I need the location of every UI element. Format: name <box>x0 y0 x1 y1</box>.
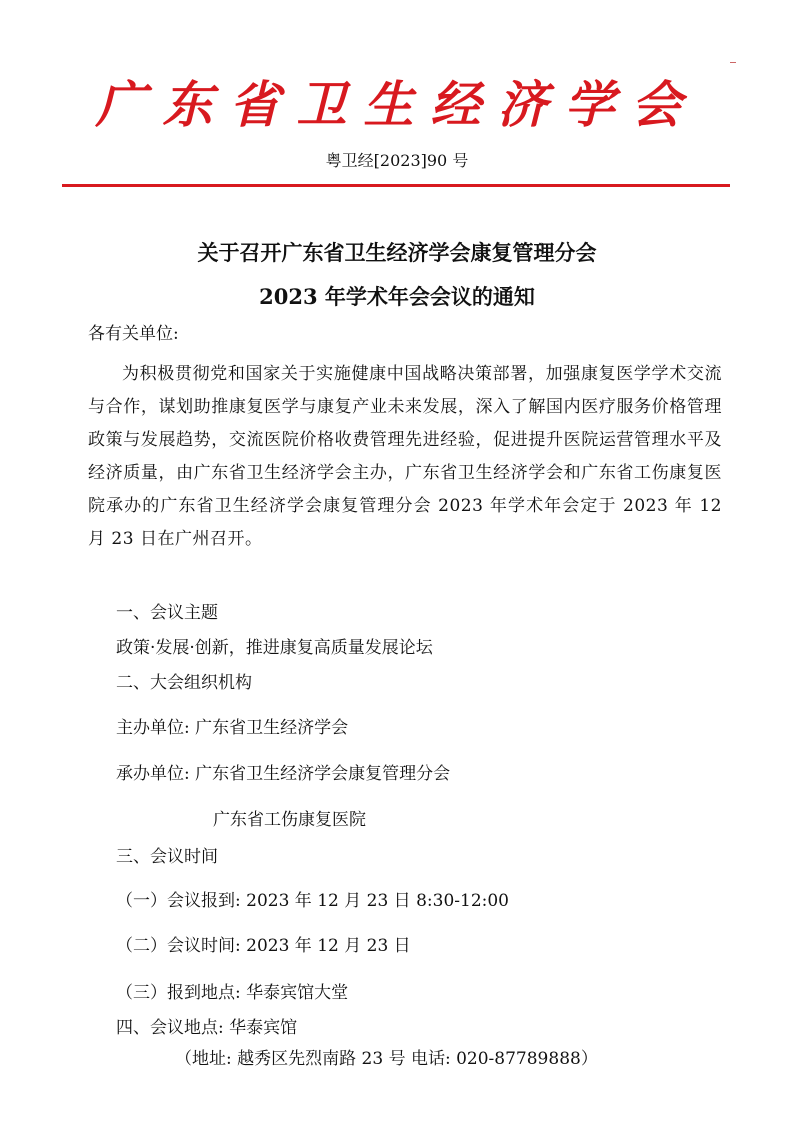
host-unit: 主办单位: 广东省卫生经济学会 <box>116 718 349 738</box>
section-1-content: 政策·发展·创新，推进康复高质量发展论坛 <box>116 638 433 658</box>
venue-address: （地址: 越秀区先烈南路 23 号 电话: 020-87789888） <box>175 1049 598 1069</box>
meeting-time: （二）会议时间: 2023 年 12 月 23 日 <box>116 936 411 956</box>
corner-mark <box>730 62 736 63</box>
organizer-unit-2: 广东省工伤康复医院 <box>213 810 366 830</box>
header-divider <box>62 184 730 187</box>
salutation: 各有关单位: <box>88 324 179 344</box>
organization-letterhead: 广东省卫生经济学会 <box>95 75 699 134</box>
section-1-heading: 一、会议主题 <box>116 603 218 623</box>
registration-time: （一）会议报到: 2023 年 12 月 23 日 8:30-12:00 <box>116 891 509 911</box>
organizer-unit: 承办单位: 广东省卫生经济学会康复管理分会 <box>116 764 451 784</box>
section-4-heading: 四、会议地点: 华泰宾馆 <box>116 1018 298 1038</box>
document-number: 粤卫经[2023]90 号 <box>325 151 469 170</box>
body-paragraph: 为积极贯彻党和国家关于实施健康中国战略决策部署，加强康复医学学术交流与合作，谋划助推康复医学与康复产业未来发展，深入了解国内医疗服务价格管理政策与发展趋势，交流医院价格收费管理先进经验，促进提升医院运营管理水平及经济质量，由广东省卫生经济学会主办，广东省卫生经济学会和广东省工伤康复医院承办的广东省卫生经济学会康复管理分会 2023 年学术年会定于 2023 年 12 月 23 日在广州召开。 <box>88 364 722 549</box>
title-line-1: 关于召开广东省卫生经济学会康复管理分会 <box>197 240 597 265</box>
section-3-heading: 三、会议时间 <box>116 847 218 867</box>
section-2-heading: 二、大会组织机构 <box>116 673 252 693</box>
registration-location: （三）报到地点: 华泰宾馆大堂 <box>116 983 349 1003</box>
title-line-2: 2023 年学术年会会议的通知 <box>259 284 535 309</box>
